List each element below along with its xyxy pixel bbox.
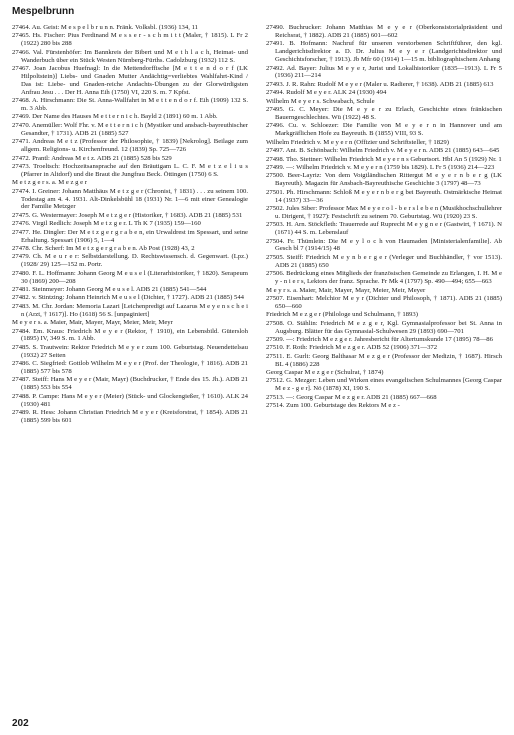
bibliography-entry: 27499. —: Wilhelm Friedrich v. M e y e r n (1759 bis 1829). L Fr 5 (1936) 214—223 bbox=[266, 163, 495, 171]
bibliography-entry: 27514. Zum 100. Geburtstage des Rektors M e z - bbox=[266, 402, 400, 410]
bibliography-entry: 27513. —: Georg Caspar M e z g e r. ADB 21 (1885) 667—668 bbox=[266, 393, 437, 401]
bibliography-entry: 27496. Cu. v. Schloezer: Die Familie von M e y e r n in Hannover und am Markgräflichen Hofe zu Bayreuth. B (1855) VIII, 93 S. bbox=[266, 122, 502, 138]
cross-reference: Wilhelm Friedrich v. M e y e r n (Offizier und Schriftsteller, † 1829) bbox=[266, 138, 449, 146]
bibliography-entry: 27508. O. Stählin: Friedrich M e z g e r, Kgl. Gymnasialprofessor bei St. Anna in Augsburg. Blätter für das Gymnasial-Schulwesen 29 (1893) 690—701 bbox=[266, 319, 502, 335]
bibliography-entry: 27475. G. Westermayer: Joseph M e t z g e r (Historiker, † 1683). ADB 21 (1885) 531 bbox=[12, 211, 243, 219]
bibliography-entry: 27467. Joan Jacobus Huefnagl: In die Mettendorffische [M e t t e n d o r f (LK Hilpoltstein)] Liebs- und Gnaden Mutter Andächtig=verliebtes Wahlfahrt-Kind / Das ist: Liebe- und Gnaden-reiche Andachts-Übungen zu der Glorwürdigsten Anfrau Jesu . . . Der H. Anna Eih (1750) VI, 220 S. m. 7 Kpfst. bbox=[12, 65, 248, 96]
page-number: 202 bbox=[12, 718, 29, 729]
bibliography-entry: 27479. Ch. M e u r e r: Selbstdarstellung. D. Rechtswissensch. d. Gegenwart. (Lpz.) (1928/ 29) 125—152 m. Portr. bbox=[12, 253, 248, 269]
running-head: Mespelbrunn bbox=[12, 6, 75, 17]
bibliography-entry: 27505. Steiff: Friedrich M e y n b e r g e r (Verleger und Buchhändler, † vor 1513). ADB 21 (1885) 650 bbox=[266, 253, 502, 269]
right-column bbox=[266, 24, 502, 712]
bibliography-entry: 27485. S. Trautwein: Rektor Friedrich M e y e r zum 100. Geburtstag. Neuendettelsau (1932) 27 Seiten bbox=[12, 343, 248, 359]
bibliography-entry: 27468. A. Hirschmann: Die St. Anna-Wallfahrt in M e t t e n d o r f. Eih (1909) 132 S. m. 3 Abb. bbox=[12, 97, 248, 113]
bibliography-entry: 27465. Hs. Fischer: Pius Ferdinand M e s s e r - s c h m i t t (Maler, † 1815). L Fr 2 (1922) 280 bis 288 bbox=[12, 32, 248, 48]
bibliography-entry: 27482. v. Stintzing: Johann Heinrich M e u s e l (Dichter, † 1727). ADB 21 (1885) 544 bbox=[12, 294, 245, 302]
cross-reference: Friedrich M e z g e r (Philologe und Schulmann, † 1893) bbox=[266, 311, 418, 319]
bibliography-entry: 27486. C. Siegfried: Gottlob Wilhelm M e y e r (Prof. der Theologie, † 1816). ADB 21 (1885) 577 bis 578 bbox=[12, 360, 248, 376]
bibliography-entry: 27473. Troeltsch: Hochzeitsansprache auf den Bräutigam L. C. F. M e t z e l i u s (Pfarrer in Altdorf) und die Braut die Jungfrau Beck. Öttingen (1750) 6 S. bbox=[12, 162, 248, 178]
bibliography-entry: 27469. Der Name des Hauses M e t t e r n i c h. Bayld 2 (1891) 60 m. 1 Abb. bbox=[12, 113, 218, 121]
bibliography-entry: 27484. Em. Kraus: Friedrich M e y e r (Rektor, † 1910), ein Lebensbild. Gütersloh (1895) IV, 349 S. m. 1 Abb. bbox=[12, 327, 248, 343]
bibliography-entry: 27511. E. Gurlt: Georg Balthasar M e z g e r (Professor der Medizin, † 1687). Hirsch BL 4 (1886) 228 bbox=[266, 352, 502, 368]
bibliography-entry: 27498. Tho. Stettner: Wilhelm Friedrich M e y e r n s Geburtsort. HbI An 5 (1929) Nr. 1 bbox=[266, 155, 502, 163]
bibliography-entry: 27466. Val. Fürstenhöfer: Im Bannkreis der Bibert und M e t h l a c h, Heimat- und Wanderbuch über ein Stück Westen Nürnberg-Fürths. Cadolzburg (1932) 112 S. bbox=[12, 48, 248, 64]
bibliography-entry: 27504. Fr. Thümlein: Die M e y l o c h von Haumaden [Ministerialenfamilie]. Ab Gesch bl 7 (1914/15) 48 bbox=[266, 237, 502, 253]
bibliography-entry: 27495. G. C. Meyer: Die M e y e r zu Erlach, Geschichte eines fränkischen Bauerngeschlechtes. Wü (1922) 48 S. bbox=[266, 106, 502, 121]
bibliography-entry: 27490. Buchrucker: Johann Matthias M e y e r (Oberkonsistorialpräsident und Reichsrat, † 1882). ADB 21 (1885) 601—602 bbox=[266, 24, 502, 39]
cross-reference: M e y r s. a. Maier, Mair, Mayer, Mayr, Meier, Meir, Meyer bbox=[266, 286, 426, 294]
bibliography-entry: 27503. H. Arn. Stöckfleth: Trauerrede auf Ruprecht M e y g n e r (Gastwirt, † 1671). N (1671) 44 S. m. Lebenslauf bbox=[266, 221, 502, 237]
bibliography-entry: 27480. F. L. Hoffmann: Johann Georg M e u s e l (Literarhistoriker, † 1820). Serapeum 30 (1869) 200—208 bbox=[12, 269, 248, 285]
bibliography-entry: 27464. Au. Geist: M e s p e l b r u n n. Fränk. Volksbl. (1936) 134, 11 bbox=[12, 24, 199, 31]
bibliography-entry: 27477. He. Dingler: Der M e t z g e r g r a b e n, ein Urwaldrest im Spessart, und seine Erhaltung. Spessart (1906) 5, 1—4 bbox=[12, 228, 248, 244]
bibliography-entry: 27488. P. Campe: Hans M e y e r (Meier) (Stück- und Glockengießer, † 1610). ALK 24 (1930) 481 bbox=[12, 392, 248, 408]
bibliography-entry: 27487. Steiff: Hans M e y e r (Mair, Mayr) (Buchdrucker, † Ende des 15. Jh.). ADB 21 (1885) 553 bis 554 bbox=[12, 376, 248, 392]
bibliography-entry: 27506. Bedrückung eines Mitglieds der französischen Gemeinde zu Erlangen, I. H. M e y - n i e r s, Lektors der franz. Sprache. Fr Mk 4 (1797) Sp. 490—494; 655—663 bbox=[266, 270, 502, 286]
cross-reference: M e y e r s. a. Maier, Mair, Mayer, Mayr, Meier, Meir, Meyr bbox=[12, 319, 173, 327]
bibliography-entry: 27501. Ph. Hirschmann: Schloß M e y e r n b e r g bei Bayreuth. Ostmärkische Heimat 14 (1937) 33—36 bbox=[266, 188, 502, 204]
cross-reference: M e t z g e r s. a. M e z g e r bbox=[12, 179, 88, 187]
bibliography-entry: 27493. J. R. Rahn: Rudolf M e y e r (Maler u. Radierer, † 1638). ADB 21 (1885) 613 bbox=[266, 80, 494, 88]
bibliography-entry: 27472. Prantl: Andreas M e t z. ADB 21 (1885) 528 bis 529 bbox=[12, 154, 172, 162]
bibliography-entry: 27502. Jules Siber: Professor Max M e y e r o l - b e r s l e b e n (Musikhochschullehrer u. Dirigent, † 1927): Festschrift zu seinem 70. Geburtstag. Wü (1920) 23 S. bbox=[266, 204, 502, 220]
bibliography-entry: 27481. Steinmeyer: Johann Georg M e u s e l. ADB 21 (1885) 541—544 bbox=[12, 286, 207, 293]
bibliography-entry: 27497. Ant. B. Schönbach: Wilhelm Friedrich v. M e y e r n. ADB 21 (1885) 643—645 bbox=[266, 147, 500, 155]
cross-reference: Georg Caspar M e z g e r (Schulrat, † 1874) bbox=[266, 369, 384, 377]
bibliography-entry: 27470. Anemüller: Wolf Fhr. v. M e t t e r n i c h (Mystiker und ansbach-bayreuthischer Gesandter, † 1731). ADB 21 (1885) 527 bbox=[12, 121, 248, 137]
bibliography-entry: 27509. —: Friedrich M e z g e r. Jahresbericht für Altertumskunde 17 (1895) 78—86 bbox=[266, 335, 493, 343]
bibliography-entry: 27474. I. Greiner: Johann Matthäus M e t z g e r (Chronist, † 1831) . . . zu seinem 100. Todestag am 4. 4. 1931. Alt-Dinkelsbühl 18 (1931) Nr. 1—6 mit einer Genealogie der Familie Metzger bbox=[12, 187, 248, 211]
cross-reference: Wilhelm M e y e r s. Schwabach, Schule bbox=[266, 97, 375, 105]
bibliography-entry: 27492. Ad. Bayer: Julius M e y e r, Jurist und Lokalhistoriker (1835—1913). L Fr 5 (1936) 211—214 bbox=[266, 64, 502, 80]
bibliography-entry: 27476. Virgil Redlich: Joseph M e t z g e r. L Th K 7 (1935) 159—160 bbox=[12, 220, 201, 228]
bibliography-entry: 27478. Chr. Scherf: Im M e t z g e r g r a b e n. Ab Post (1928) 43, 2 bbox=[12, 244, 195, 252]
bibliography-entry: 27471. Andreas M e t z (Professor der Philosophie, † 1839) [Nekrolog]. Beilage zum allgem. Religions- u. Kirchenfreund. 12 (1839) Sp. 725—726 bbox=[12, 138, 248, 154]
bibliography-entry: 27510. F. Roth: Friedrich M e z g e r. ADB 52 (1906) 371—372 bbox=[266, 344, 438, 352]
bibliography-entry: 27489. R. Hess: Johann Christian Friedrich M e y e r (Kreisforstrat, † 1854). ADB 21 (1885) 599 bis 601 bbox=[12, 409, 248, 424]
bibliography-entry: 27512. G. Mezger: Leben und Wirken eines evangelischen Schulmannes [Georg Caspar M e z - g e r]. Nö (1878) XI, 190 S. bbox=[266, 377, 502, 393]
bibliography-entry: 27483. M. Chr. Jordan: Memoria Lazari [Leichenpredigt auf Lazarus M e y e n s c h e i n (Arzt, † 1617)]. Ho (1618) 56 S. [unpaginiert] bbox=[12, 302, 248, 318]
left-column bbox=[12, 24, 248, 712]
bibliography-entry: 27494. Rudolf M e y e r. ALK 24 (1930) 494 bbox=[266, 89, 387, 97]
bibliography-entry: 27500. Beer-Layriz: Von dem Voigtländischen Rittergut M e y e r n b e r g (LK Bayreuth). Magazin für Ansbach-Bayreuthische Geschichte 3 (1797) 48—73 bbox=[266, 172, 502, 188]
bibliography-entry: 27507. Eisenhart: Melchior M e y r (Dichter und Philosoph, † 1871). ADB 21 (1885) 650—660 bbox=[266, 294, 502, 310]
bibliography-entry: 27491. B. Hofmann: Nachruf für unseren verstorbenen Schriftführer, den kgl. Landgerichtsdirektor a. D. Dr. Julius M e y e r (Landgerichtsdirektor und Geschichtsforscher, † 1913). Jb Mfr 60 (1914) 1—15 m. bibliographischem Anhang bbox=[266, 40, 502, 64]
